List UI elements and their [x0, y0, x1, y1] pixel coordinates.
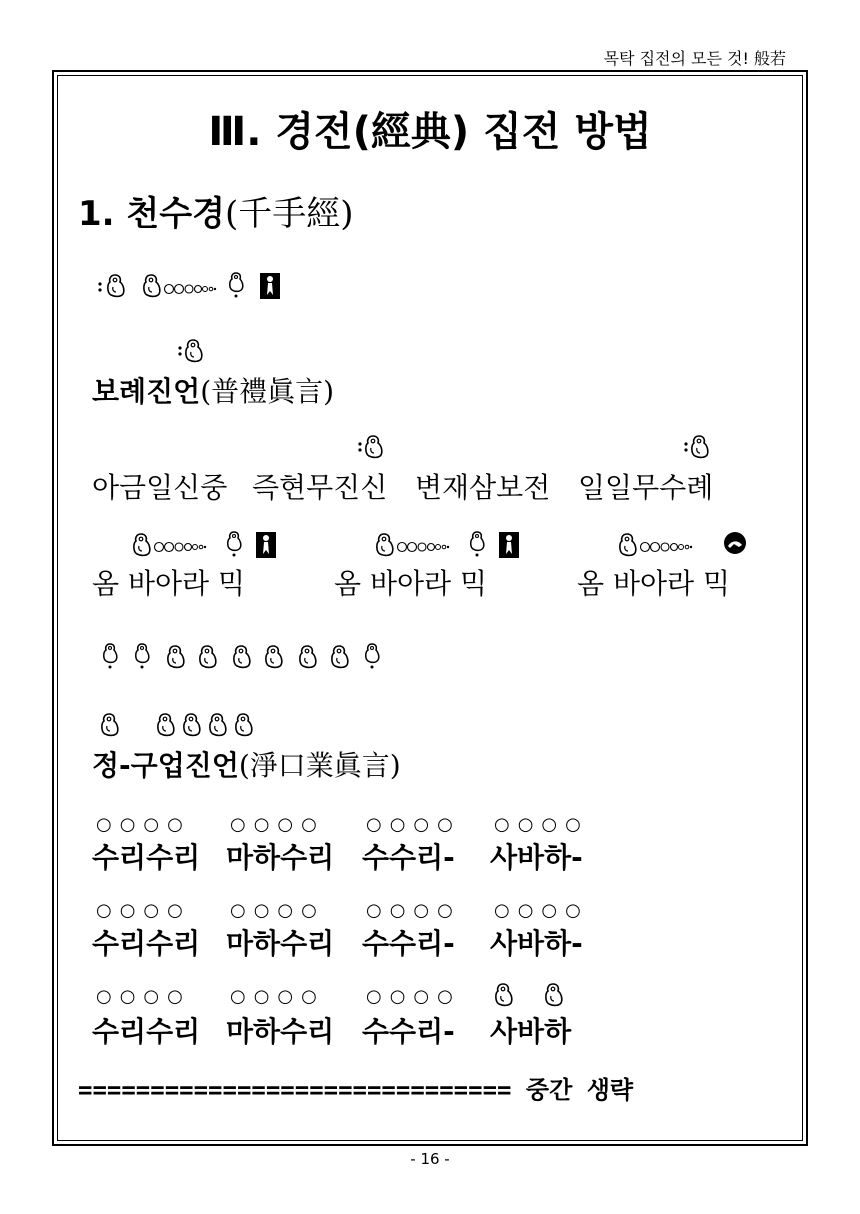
bore-verse-2: 즉현무진신 [252, 471, 388, 504]
suri-marks-3a: ○○○○ [96, 986, 191, 1007]
bore-verse-3: 변재삼보전 [415, 471, 551, 504]
chapter-title: Ⅲ. 경전(經典) 집전 방법 [208, 109, 652, 155]
jeong-moktak-marks [100, 710, 270, 740]
moktak-roll-marks [102, 642, 392, 678]
page-number: - 16 - [410, 1150, 450, 1168]
suri-row3-4: 사바하 [490, 1015, 572, 1048]
bore-moktak-mark [178, 336, 208, 366]
bore-verse-1: 아금일신중 [92, 471, 228, 504]
bore-heading [92, 370, 334, 410]
om-marks-1 [132, 530, 292, 560]
suri-row1-3: 수수리- [362, 841, 455, 874]
section-number: 1. [78, 194, 115, 234]
suri-row2-4: 사바하- [490, 927, 583, 960]
suri-marks-3b: ○○○○ [230, 986, 325, 1007]
suri-marks-1a: ○○○○ [96, 814, 191, 835]
suri-marks-2a: ○○○○ [96, 900, 191, 921]
bore-title-ko: 보례진언 [92, 375, 201, 408]
suri-marks-2b: ○○○○ [230, 900, 325, 921]
jeong-title-ko: 정-구업진언 [92, 749, 239, 782]
section-title-hanja: (千手經) [224, 194, 354, 234]
bore-title-hanja: (普禮眞言) [200, 375, 335, 408]
suri-row1-2: 마하수리 [226, 841, 335, 874]
suri-row3-3: 수수리- [362, 1015, 455, 1048]
running-header: 목탁 집전의 모든 것! 般若 [603, 49, 786, 68]
suri-row1-4: 사바하- [490, 841, 583, 874]
suri-marks-1c: ○○○○ [366, 814, 461, 835]
section-title-ko: 천수경 [126, 194, 225, 234]
bore-verse-4: 일일무수례 [578, 471, 714, 504]
suri-row3-1: 수리수리 [92, 1015, 201, 1048]
jeong-heading [92, 744, 401, 784]
suri-marks-3c: ○○○○ [366, 986, 461, 1007]
verse-moktak-mark-2 [358, 432, 388, 462]
om-marks-2 [375, 530, 535, 560]
saba-moktak-marks [494, 980, 574, 1010]
verse-moktak-mark-4 [684, 432, 714, 462]
suri-row2-3: 수수리- [362, 927, 455, 960]
om-line-1: 옴 바아라 믹 [92, 567, 246, 600]
suri-marks-2d: ○○○○ [494, 900, 589, 921]
suri-row2-1: 수리수리 [92, 927, 201, 960]
suri-marks-1b: ○○○○ [230, 814, 325, 835]
intro-moktak-marks [98, 270, 298, 302]
suri-marks-2c: ○○○○ [366, 900, 461, 921]
om-line-2: 옴 바아라 믹 [334, 567, 488, 600]
om-marks-3 [618, 530, 758, 560]
suri-row3-2: 마하수리 [226, 1015, 335, 1048]
suri-row1-1: 수리수리 [92, 841, 201, 874]
section-heading [78, 186, 354, 235]
jeong-title-hanja: (淨口業眞言) [238, 749, 401, 782]
suri-row2-2: 마하수리 [226, 927, 335, 960]
om-line-3: 옴 바아라 믹 [577, 567, 731, 600]
suri-marks-1d: ○○○○ [494, 814, 589, 835]
omission-separator: ============================== 중간 생략 [78, 1076, 634, 1104]
